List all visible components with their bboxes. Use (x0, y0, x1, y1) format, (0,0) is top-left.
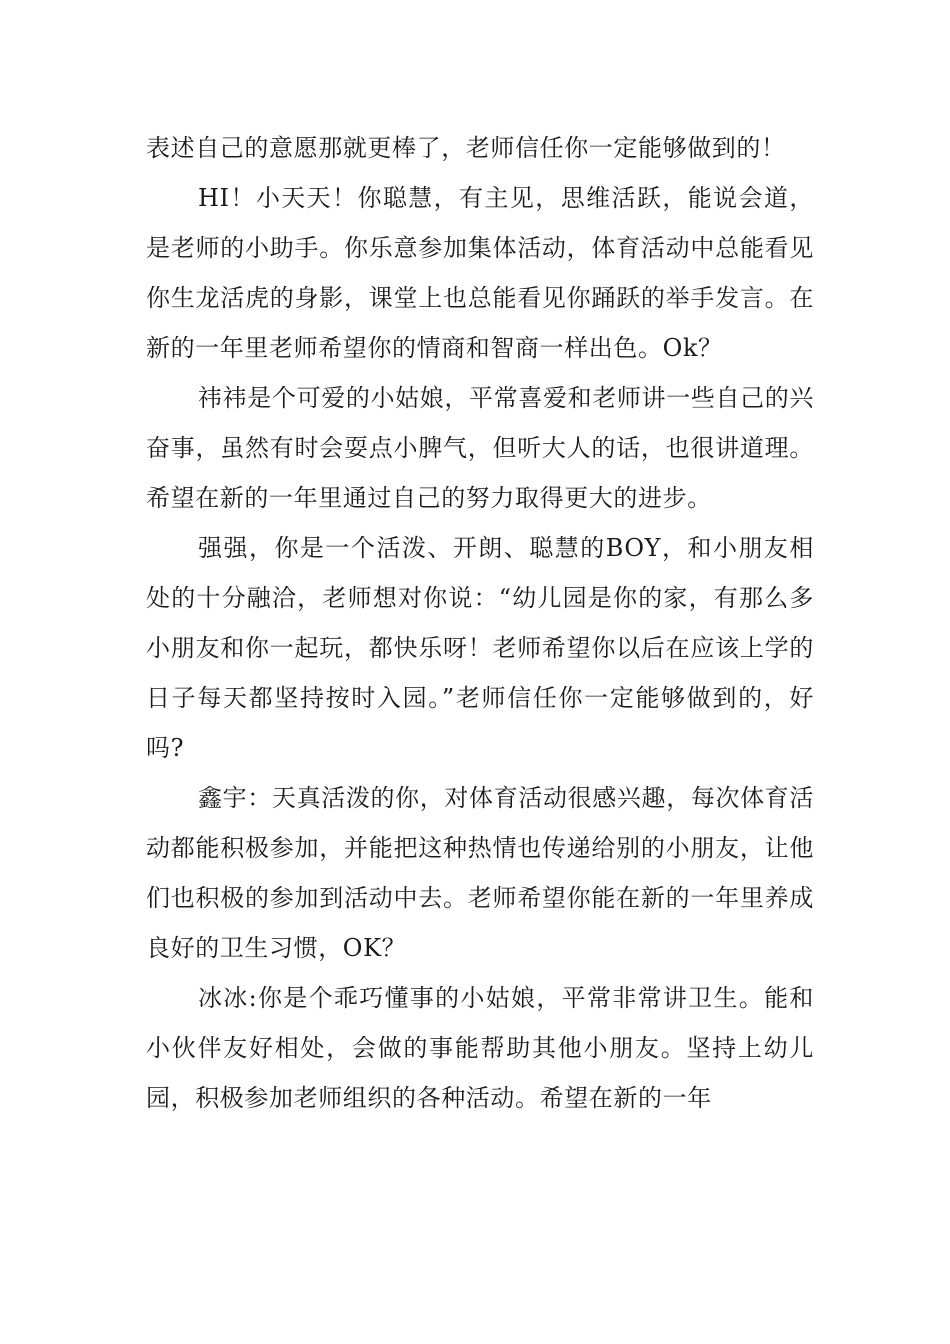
paragraph-tiantian: HI！小天天！你聪慧，有主见，思维活跃，能说会道，是老师的小助手。你乐意参加集体活动，体育活动中总能看见你生龙活虎的身影，课堂上也总能看见你踊跃的举手发言。在新的一年里老师希望你的情商和智商一样出色。Ok？ (146, 184, 814, 362)
paragraph-xinyu: 鑫宇：天真活泼的你，对体育活动很感兴趣，每次体育活动都能积极参加，并能把这种热情也传递给别的小朋友，让他们也积极的参加到活动中去。老师希望你能在新的一年里养成良好的卫生习惯，OK？ (146, 784, 814, 962)
paragraph-qiangqiang: 强强，你是一个活泼、开朗、聪慧的BOY，和小朋友相处的十分融洽，老师想对你说：“幼儿园是你的家，有那么多小朋友和你一起玩，都快乐呀！老师希望你以后在应该上学的日子每天都坚持按时入园。”老师信任你一定能够做到的，好吗? (146, 534, 814, 762)
document-body (146, 123, 814, 1123)
paragraph-continuation: 表述自己的意愿那就更棒了，老师信任你一定能够做到的！ (146, 134, 786, 162)
paragraph-weiwei: 祎祎是个可爱的小姑娘，平常喜爱和老师讲一些自己的兴奋事，虽然有时会耍点小脾气，但听大人的话，也很讲道理。希望在新的一年里通过自己的努力取得更大的进步。 (146, 384, 814, 512)
paragraph-bingbing: 冰冰:你是个乖巧懂事的小姑娘，平常非常讲卫生。能和小伙伴友好相处，会做的事能帮助其他小朋友。坚持上幼儿园，积极参加老师组织的各种活动。希望在新的一年 (146, 984, 814, 1112)
